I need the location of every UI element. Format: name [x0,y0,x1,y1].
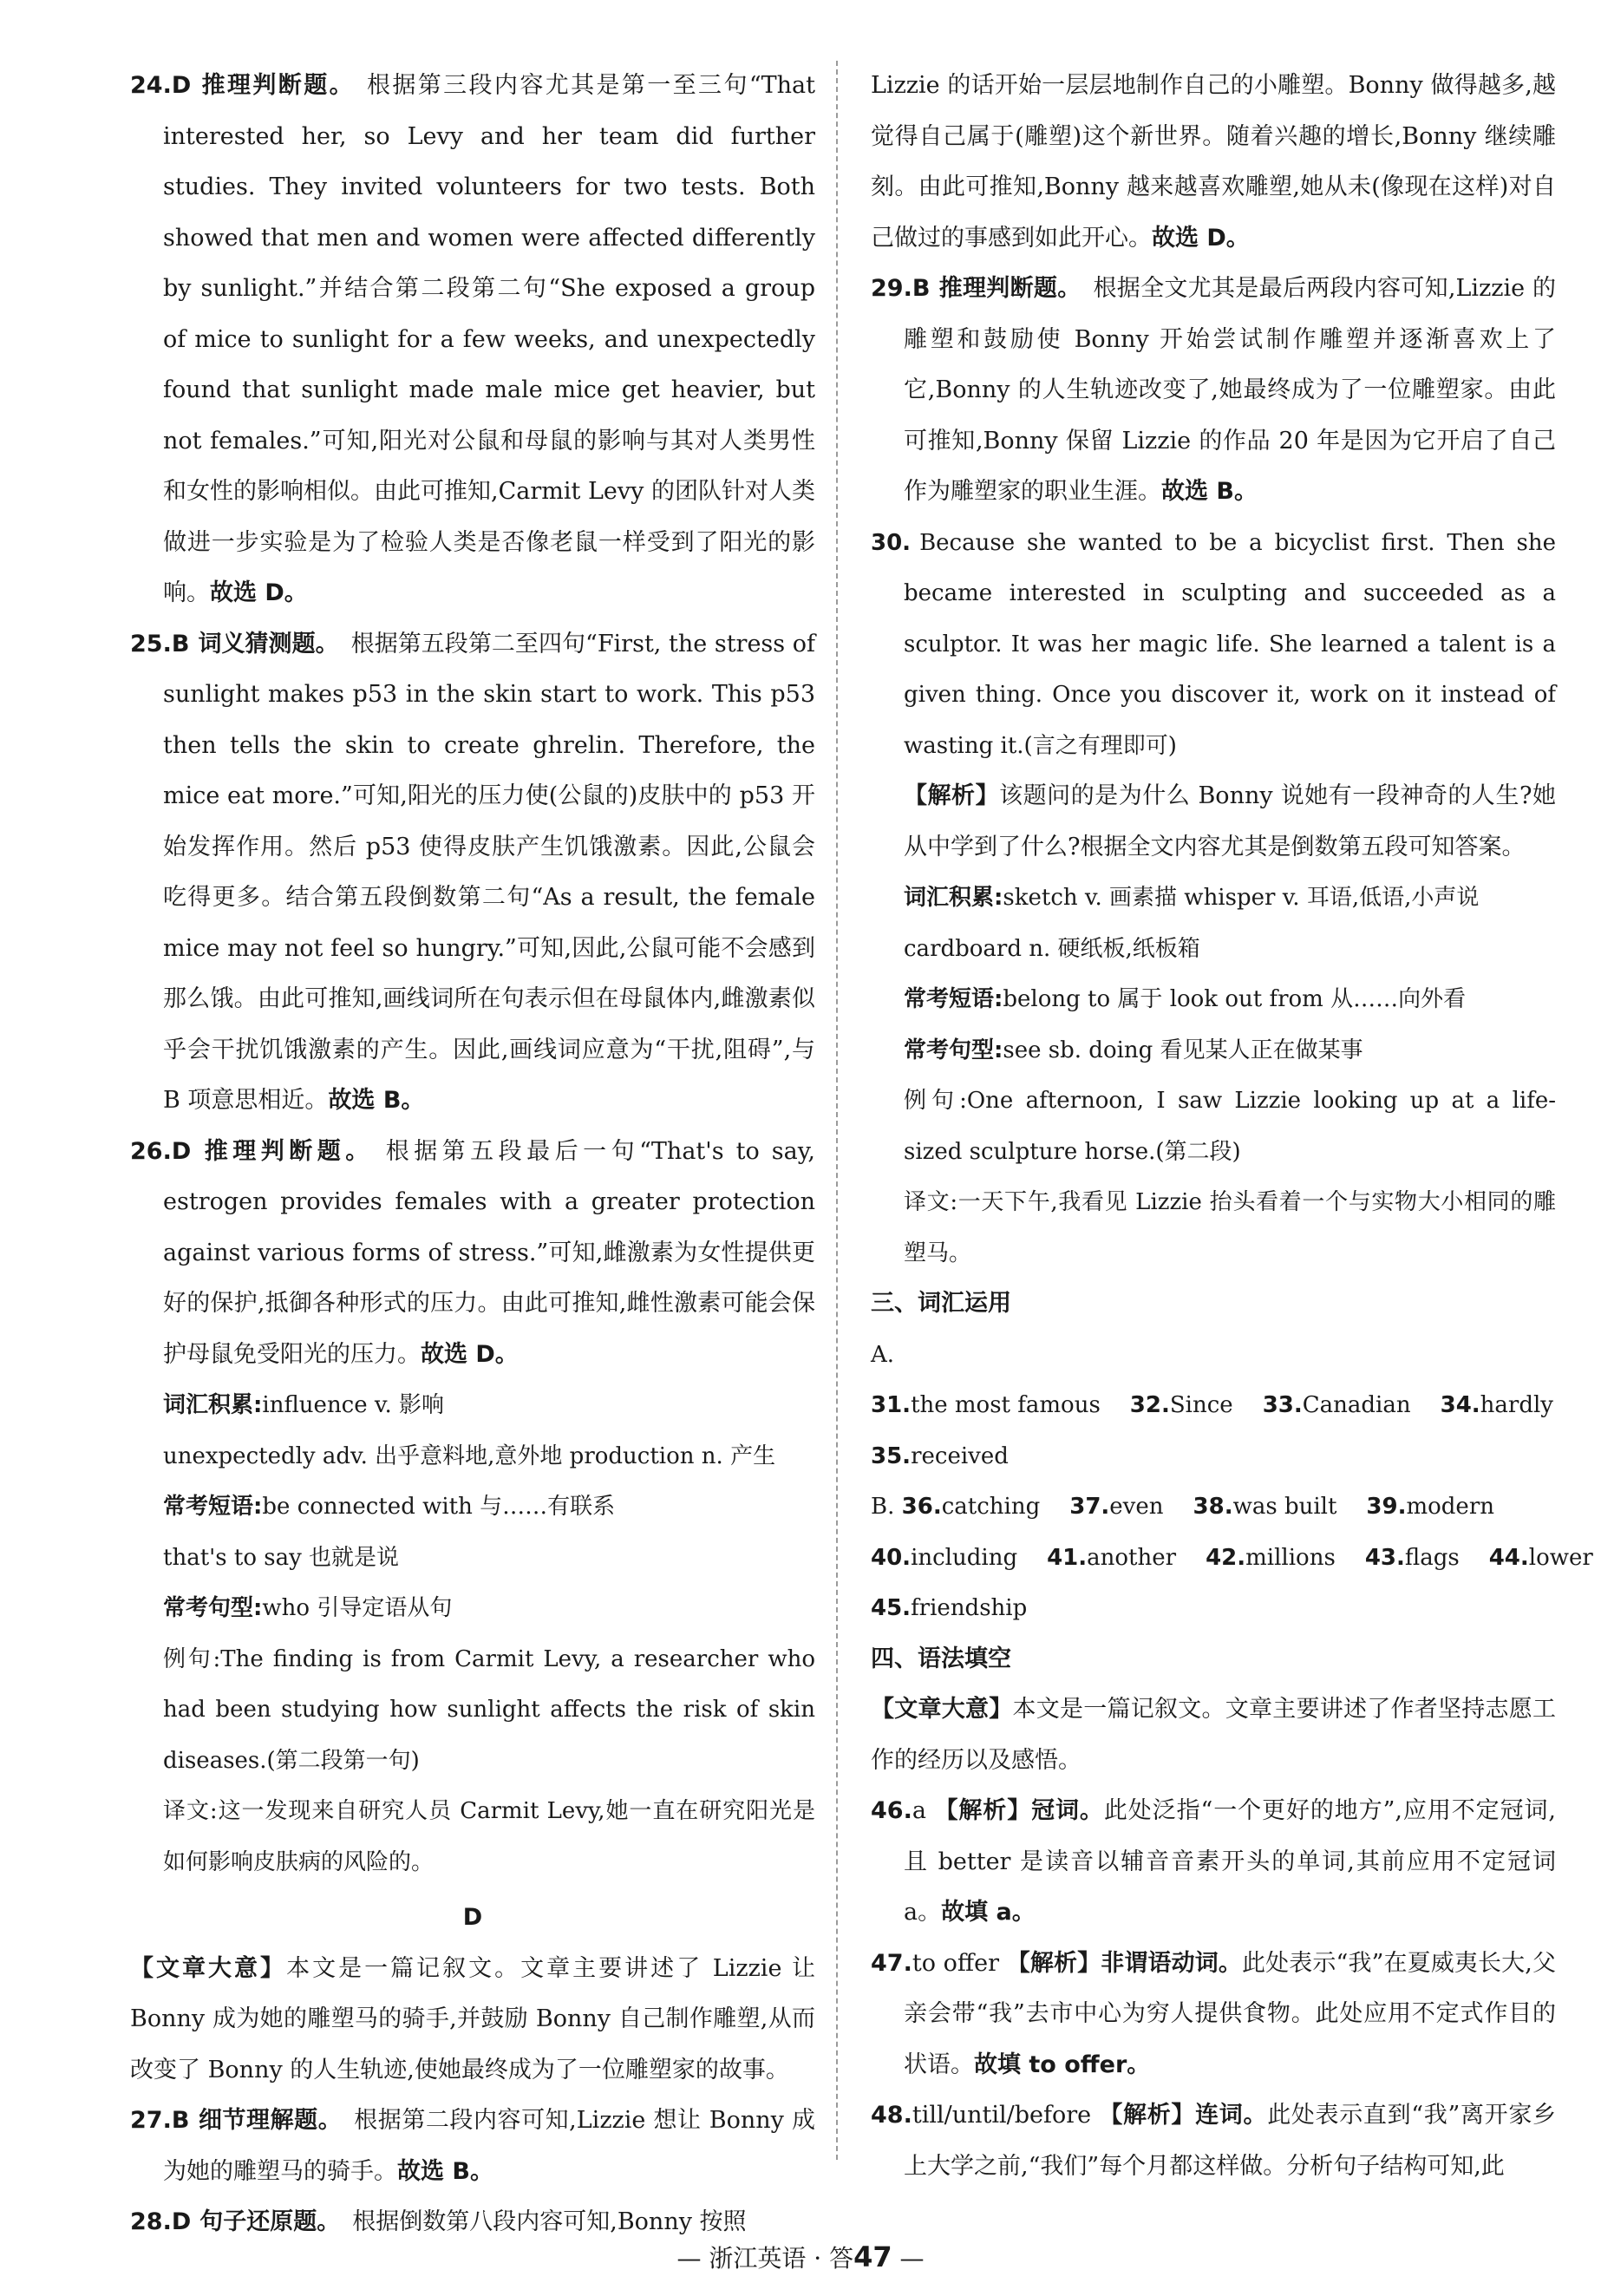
answer-46: 46.a 【解析】冠词。此处泛指“一个更好的地方”,应用不定冠词,且 better 是读音以辅音音素开头的单词,其前应用不定冠词 a。故填 a。 [871,1797,1556,1926]
page-footer: — 浙江英语 · 答47 — [676,2240,925,2273]
section-d-heading: D [462,1904,483,1931]
pattern-section: 常考句型:see sb. doing 看见某人正在做某事 [904,1037,1363,1063]
answer-47: 47.to offer 【解析】非谓语动词。此处表示“我”在夏威夷长大,父亲会带“我”去市中心为穷人提供食物。此处应用不定式作目的状语。故填 to offer。 [871,1949,1556,2078]
answer-number: 32. [1129,1392,1170,1418]
answer-number: 41. [1047,1544,1088,1571]
answer-text: Since [1169,1392,1233,1418]
example-sentence: 例句:One afternoon, I saw Lizzie looking up at a life-sized sculpture horse.(第二段) [904,1088,1556,1165]
vocab-line: cardboard n. 硬纸板,纸板箱 [904,935,1200,962]
column-divider [836,61,838,2160]
example-sentence: 例句:The finding is from Carmit Levy, a researcher who had been studying how sunlight affects the risk of skin diseases.(第二段第一句) [163,1645,815,1774]
answer-text: millions [1245,1544,1336,1571]
answer-number: 40. [871,1544,912,1571]
answer-number: 42. [1206,1544,1246,1571]
answer-text: the most famous [911,1392,1101,1418]
answer-item [871,1392,1101,1418]
article-summary: 【文章大意】本文是一篇记叙文。文章主要讲述了 Lizzie 让 Bonny 成为她的雕塑马的骑手,并鼓励 Bonny 自己制作雕塑,从而改变了 Bonny 的人生轨迹,使她最终成为了一位雕塑家的故事。 [130,1954,816,2083]
answer-text: even [1109,1494,1164,1520]
answer-25: 25.B 词义猜测题。 根据第五段第二至四句“First, the stress of sunlight makes p53 in the skin start to work. This p53 then tells the skin to create ghrelin. Therefore, the mice eat more.”可知,阳光的压力使(公鼠的)皮肤中的 p53 开始发挥作用。然后 p53 使得皮肤产生饥饿激素。因此,公鼠会吃得更多。结合第五段倒数第二句“As a result, the female mice may not feel so hungry.”可知,因此,公鼠可能不会感到那么饿。由此可推知,画线词所在句表示但在母鼠体内,雌激素似乎会干扰饥饿激素的产生。因此,画线词应意为“干扰,阻碍”,与 B 项意思相近。故选 B。 [130,630,816,1114]
vocab-section: 词汇积累:influence v. 影响 [163,1392,445,1418]
answer-item [1489,1545,1593,1571]
phrase-section: 常考短语:belong to 属于 look out from 从……向外看 [904,986,1467,1012]
section-4-heading: 四、语法填空 [871,1645,1011,1672]
answer-text: catching [941,1494,1041,1520]
answer-text: another [1087,1544,1177,1571]
answers-a-row-1: A. 31.the most famous 32.Since 33.Canadian 34.hardly [871,1341,1553,1418]
answer-number: 39. [1366,1494,1407,1520]
answer-29: 29.B 推理判断题。 根据全文尤其是最后两段内容可知,Lizzie 的雕塑和鼓励使 Bonny 开始尝试制作雕塑并逐渐喜欢上了它,Bonny 的人生轨迹改变了,她最终成为了一位雕塑家。由此可推知,Bonny 保留 Lizzie 的作品 20 年是因为它开启了自己作为雕塑家的职业生涯。故选 B。 [871,275,1557,505]
answer-30: 30. Because she wanted to be a bicyclist first. Then she became interested in sculpting and succeeded as a sculptor. It was her magic life. She learned a talent is a given thing. Once you discover it, work on it instead of wasting it.(言之有理即可) [871,529,1556,759]
answer-number: 38. [1193,1494,1233,1520]
answer-28-continued: Lizzie 的话开始一层层地制作自己的小雕塑。Bonny 做得越多,越觉得自己属于(雕塑)这个新世界。随着兴趣的增长,Bonny 继续雕刻。由此可推知,Bonny 越来越喜欢雕塑,她从未(像现在这样)对自己做过的事感到如此开心。故选 D。 [871,72,1556,252]
answer-text: friendship [911,1595,1028,1621]
answer-item [871,1443,1009,1469]
answers-a-row-2 [871,1431,1556,1482]
answer-text: lower [1528,1544,1593,1571]
translation: 译文:这一发现来自研究人员 Carmit Levy,她一直在研究阳光是如何影响皮肤病的风险的。 [163,1798,815,1875]
article-summary: 【文章大意】本文是一篇记叙文。文章主要讲述了作者坚持志愿工作的经历以及感悟。 [871,1696,1556,1774]
answer-text: including [911,1544,1018,1571]
answer-28: 28.D 句子还原题。 根据倒数第八段内容可知,Bonny 按照 [130,2208,747,2235]
left-column [130,61,815,2248]
answer-number: 37. [1069,1494,1110,1520]
answer-text: Canadian [1302,1392,1411,1418]
answer-48: 48.till/until/before 【解析】连词。此处表示直到“我”离开家乡上大学之前,“我们”每个月都这样做。分析句子结构可知,此 [871,2102,1557,2180]
answer-item [871,1595,1027,1621]
answers-b-row-2 [871,1533,1593,1584]
answers-b-row-1: B. 36.catching 37.even 38.was built 39.modern [871,1494,1494,1520]
answer-item [1193,1494,1337,1520]
answer-item [1263,1392,1411,1418]
answer-number: 43. [1364,1544,1405,1571]
answer-text: was built [1232,1494,1337,1520]
phrase-line: that's to say 也就是说 [163,1544,400,1571]
answer-text: received [911,1442,1009,1469]
answer-item [1047,1545,1176,1571]
vocab-line: unexpectedly adv. 出乎意料地,意外地 production n. 产生 [163,1442,776,1469]
answer-number: 33. [1262,1392,1303,1418]
answer-26: 26.D 推理判断题。 根据第五段最后一句“That's to say, estrogen provides females with a greater protection against various forms of stress.”可知,雌激素为女性提供更好的保护,抵御各种形式的压力。由此可推知,雌性激素可能会保护母鼠免受阳光的压力。故选 D。 [130,1137,816,1368]
answer-item [1365,1545,1460,1571]
answer-number: 45. [871,1595,912,1621]
answer-number: 31. [871,1392,912,1418]
right-column [871,61,1593,2192]
translation: 译文:一天下午,我看见 Lizzie 抬头看着一个与实物大小相同的雕塑马。 [904,1189,1556,1266]
answer-item [1441,1392,1553,1418]
answer-item [1366,1494,1494,1520]
answer-24: 24.D 推理判断题。 根据第三段内容尤其是第一至三句“That interested her, so Levy and her team did further studies. They invited volunteers for two tests. Both showed that men and women were affected differently by sunlight.”并结合第二段第二句“She exposed a group of mice to sunlight for a few weeks, and unexpectedly found that sunlight made male mice get heavier, but not females.”可知,阳光对公鼠和母鼠的影响与其对人类男性和女性的影响相似。由此可推知,Carmit Levy 的团队针对人类做进一步实验是为了检验人类是否像老鼠一样受到了阳光的影响。故选 D。 [130,72,815,606]
answer-item [1206,1545,1336,1571]
page-number: 47 [853,2240,892,2273]
analysis-30: 【解析】该题问的是为什么 Bonny 说她有一段神奇的人生?她从中学到了什么?根据全文内容尤其是倒数第五段可知答案。 [904,782,1556,860]
answer-text: hardly [1480,1392,1553,1418]
answer-text: flags [1404,1544,1460,1571]
answer-27: 27.B 细节理解题。 根据第二段内容可知,Lizzie 想让 Bonny 成为她的雕塑马的骑手。故选 B。 [130,2107,815,2185]
phrase-section: 常考短语:be connected with 与……有联系 [163,1494,616,1520]
section-3-heading: 三、词汇运用 [871,1290,1011,1317]
answer-number: 44. [1488,1544,1529,1571]
pattern-section: 常考句型:who 引导定语从句 [163,1595,453,1621]
answer-item [1130,1392,1233,1418]
answer-number: 35. [871,1442,912,1469]
answer-item [1069,1494,1163,1520]
vocab-section: 词汇积累:sketch v. 画素描 whisper v. 耳语,低语,小声说 [904,885,1480,911]
answer-text: modern [1406,1494,1494,1520]
answers-b-row-3 [871,1583,1556,1634]
answer-number: 34. [1440,1392,1480,1418]
answer-number: 36. [901,1494,942,1520]
answer-item [871,1545,1017,1571]
answer-item [902,1494,1041,1520]
